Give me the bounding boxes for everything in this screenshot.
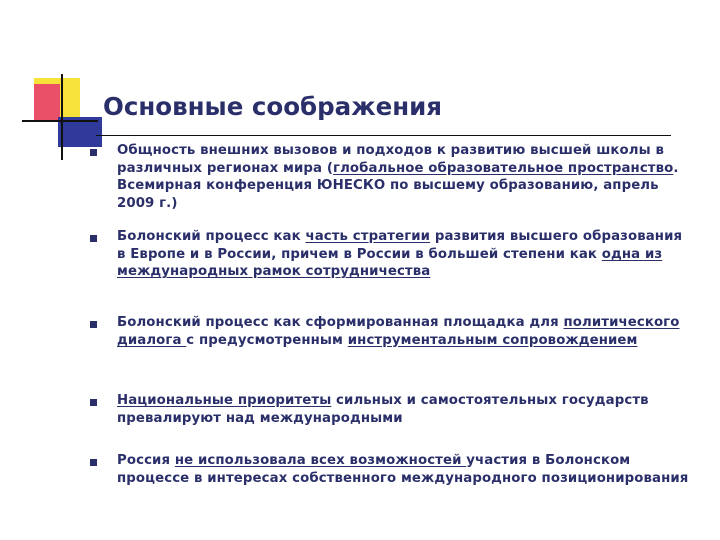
bullet-square-icon xyxy=(90,321,97,328)
bullet-square-icon xyxy=(90,235,97,242)
bullet-square-icon xyxy=(90,149,97,156)
decor-horizontal-line xyxy=(22,120,98,122)
underlined-phrase: одна из международных рамок сотрудничества xyxy=(117,246,663,280)
text-segment: Общность внешних вызовов и подходов к развитию высшей школы в различных регионах мира ( xyxy=(117,143,664,176)
underlined-phrase: часть стратегии xyxy=(305,229,431,244)
bullet-text xyxy=(117,314,690,349)
text-segment: участия в Болонском процессе в интересах собственного международного позиционирования xyxy=(117,453,689,486)
text-segment: сильных и самостоятельных государств превалируют над международными xyxy=(117,393,649,426)
text-segment: Россия xyxy=(117,453,175,468)
underlined-phrase: Национальные приоритеты xyxy=(117,393,332,408)
underlined-phrase: политического диалога xyxy=(117,315,680,348)
bullet-square-icon xyxy=(90,399,97,406)
bullet-square-icon xyxy=(90,459,97,466)
text-segment: Болонский процесс как сформированная площадка для xyxy=(117,315,564,330)
slide-title: Основные соображения xyxy=(103,92,443,121)
title-underline-rule xyxy=(96,135,671,136)
decor-red-square xyxy=(34,84,60,120)
decor-vertical-line xyxy=(61,74,63,160)
text-segment: с предусмотренным xyxy=(186,332,348,348)
text-segment: Болонский процесс как xyxy=(117,229,306,244)
underlined-phrase: не использовала всех возможностей xyxy=(174,453,467,468)
bullet-text xyxy=(117,228,690,281)
underlined-phrase: глобальное образовательное пространство xyxy=(333,160,674,176)
underlined-phrase: инструментальным сопровождением xyxy=(347,332,638,348)
text-segment: . Всемирная конференция ЮНЕСКО по высшему образованию, апрель 2009 г.) xyxy=(117,160,679,211)
text-segment: развития высшего образования в Европе и в России, причем в России в большей степени как xyxy=(117,229,683,262)
bullet-text xyxy=(117,452,690,487)
bullet-text xyxy=(117,392,690,427)
bullet-text xyxy=(117,142,690,212)
